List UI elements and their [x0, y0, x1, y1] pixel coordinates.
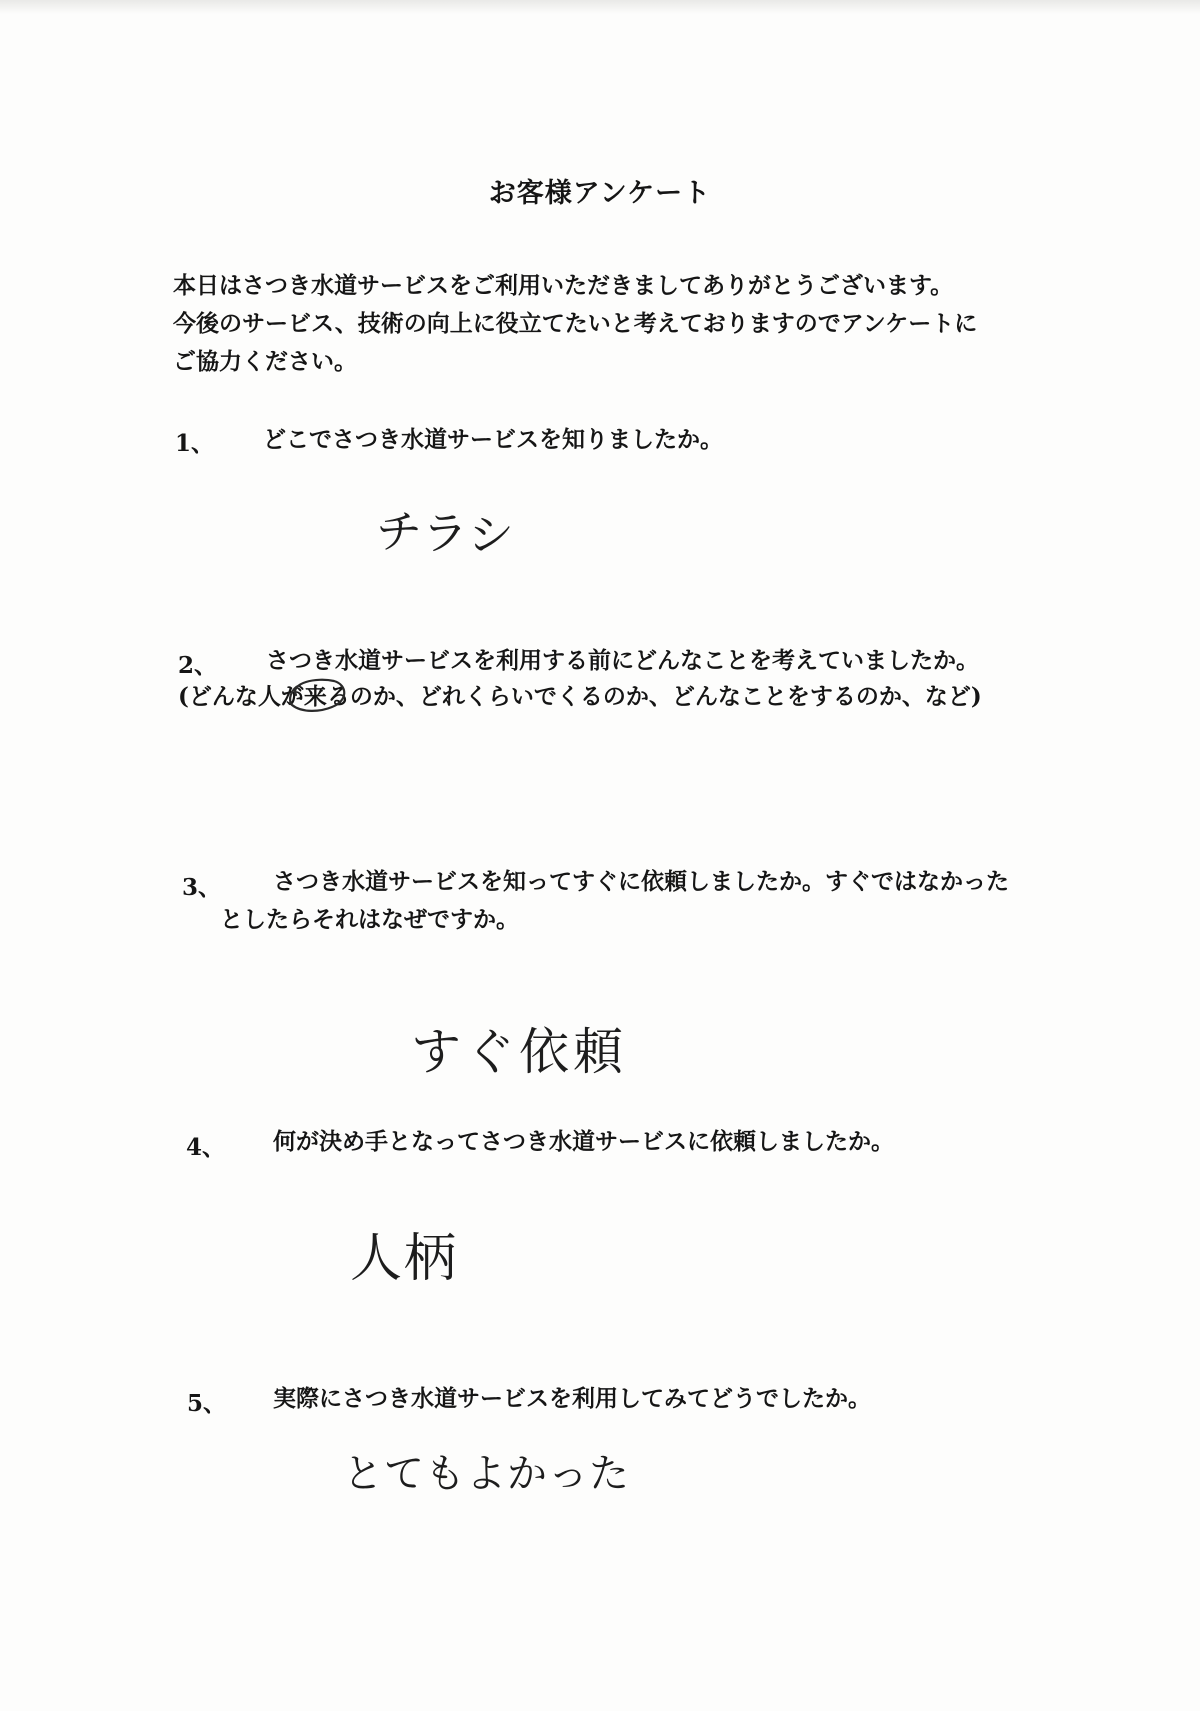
question-4-number: 4、 — [186, 1134, 226, 1161]
question-1-text: どこでさつき水道サービスを知りましたか。 — [263, 426, 723, 453]
question-4-answer: 人柄 — [350, 1229, 459, 1289]
question-3-text-line2: としたらそれはなぜですか。 — [220, 906, 519, 933]
question-3-text: さつき水道サービスを知ってすぐに依頼しましたか。すぐではなかった — [273, 868, 1009, 895]
question-2-text: さつき水道サービスを利用する前にどんなことを考えていましたか。 — [266, 647, 979, 674]
question-3-number: 3、 — [182, 874, 222, 901]
question-1-number: 1、 — [175, 430, 215, 457]
intro-line: 今後のサービス、技術の向上に役立てたいと考えておりますのでアンケートに — [173, 310, 978, 337]
intro-line: ご協力ください。 — [173, 348, 357, 375]
survey-title: お客様アンケート — [488, 178, 712, 209]
question-1-answer: チラシ — [374, 504, 515, 563]
question-3-answer: すぐ依頼 — [411, 1023, 627, 1081]
question-5-number: 5、 — [187, 1390, 227, 1417]
question-5-answer: とてもよかった — [343, 1451, 630, 1497]
question-2-note: (どんな人が来るのか、どれくらいでくるのか、どんなことをするのか、など) — [178, 683, 982, 710]
intro-line: 本日はさつき水道サービスをご利用いただきましてありがとうございます。 — [173, 272, 954, 299]
question-5-text: 実際にさつき水道サービスを利用してみてどうでしたか。 — [273, 1385, 871, 1412]
intro-paragraph — [173, 267, 1073, 381]
question-4-text: 何が決め手となってさつき水道サービスに依頼しましたか。 — [273, 1128, 894, 1155]
hand-drawn-circle-mark — [284, 675, 350, 715]
question-2-number: 2、 — [178, 652, 218, 679]
